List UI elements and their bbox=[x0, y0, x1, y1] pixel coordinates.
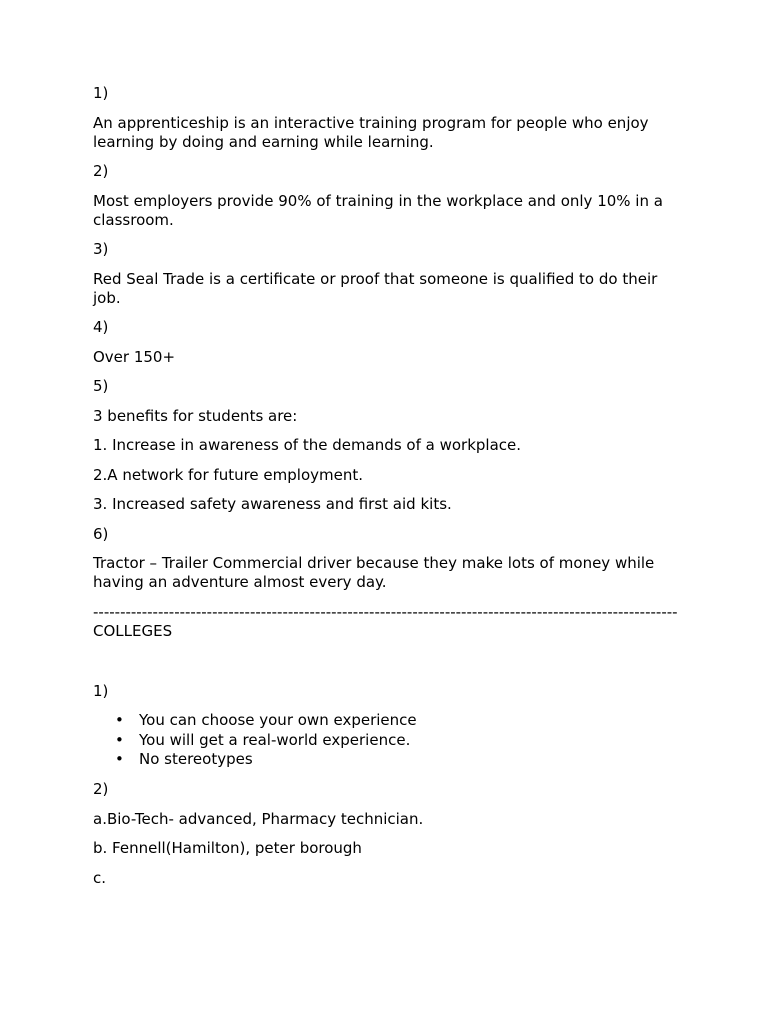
answer-6: Tractor – Trailer Commercial driver because they make lots of money while having an adventure almost every day. bbox=[93, 554, 655, 591]
benefit-item: 2.A network for future employment. bbox=[93, 465, 364, 484]
question-number-2: 2) bbox=[93, 162, 109, 180]
benefit-item: 3. Increased safety awareness and first aid kits. bbox=[93, 495, 452, 513]
bullet-icon: • bbox=[115, 750, 124, 768]
bullet-icon: • bbox=[115, 730, 124, 749]
question-number-5: 5) bbox=[93, 377, 109, 395]
colleges-answer-a: a.Bio-Tech- advanced, Pharmacy technician. bbox=[93, 809, 424, 828]
bullet-icon: • bbox=[115, 711, 124, 729]
colleges-question-number-2: 2) bbox=[93, 780, 109, 798]
bullet-text: You can choose your own experience bbox=[139, 711, 417, 729]
question-number-3: 3) bbox=[93, 240, 109, 258]
list-item bbox=[93, 750, 683, 770]
benefit-item: 1. Increase in awareness of the demands of a workplace. bbox=[93, 436, 522, 454]
benefits-intro: 3 benefits for students are: bbox=[93, 406, 298, 425]
list-item bbox=[93, 711, 683, 731]
question-number-6: 6) bbox=[93, 524, 109, 543]
list-item bbox=[93, 731, 683, 751]
colleges-answer-b: b. Fennell(Hamilton), peter borough bbox=[93, 839, 362, 857]
answer-3: Red Seal Trade is a certificate or proof that someone is qualified to do their job. bbox=[93, 269, 658, 307]
answer-2: Most employers provide 90% of training in the workplace and only 10% in a classroom. bbox=[93, 191, 663, 229]
blank-line bbox=[93, 641, 683, 682]
document-page bbox=[93, 84, 683, 898]
colleges-bullet-list bbox=[93, 711, 683, 770]
answer-4: Over 150+ bbox=[93, 347, 176, 366]
answer-1: An apprenticeship is an interactive training program for people who enjoy learning by doing and earning while learning. bbox=[93, 113, 649, 151]
colleges-question-number-1: 1) bbox=[93, 681, 109, 700]
question-number-1: 1) bbox=[93, 84, 109, 102]
bullet-text: No stereotypes bbox=[139, 750, 253, 768]
bullet-text: You will get a real-world experience. bbox=[139, 730, 411, 749]
colleges-answer-c: c. bbox=[93, 868, 107, 887]
question-number-4: 4) bbox=[93, 318, 109, 336]
colleges-divider: ------------------------------------------------------------------------------------------------------------COLLEGES bbox=[93, 602, 678, 640]
